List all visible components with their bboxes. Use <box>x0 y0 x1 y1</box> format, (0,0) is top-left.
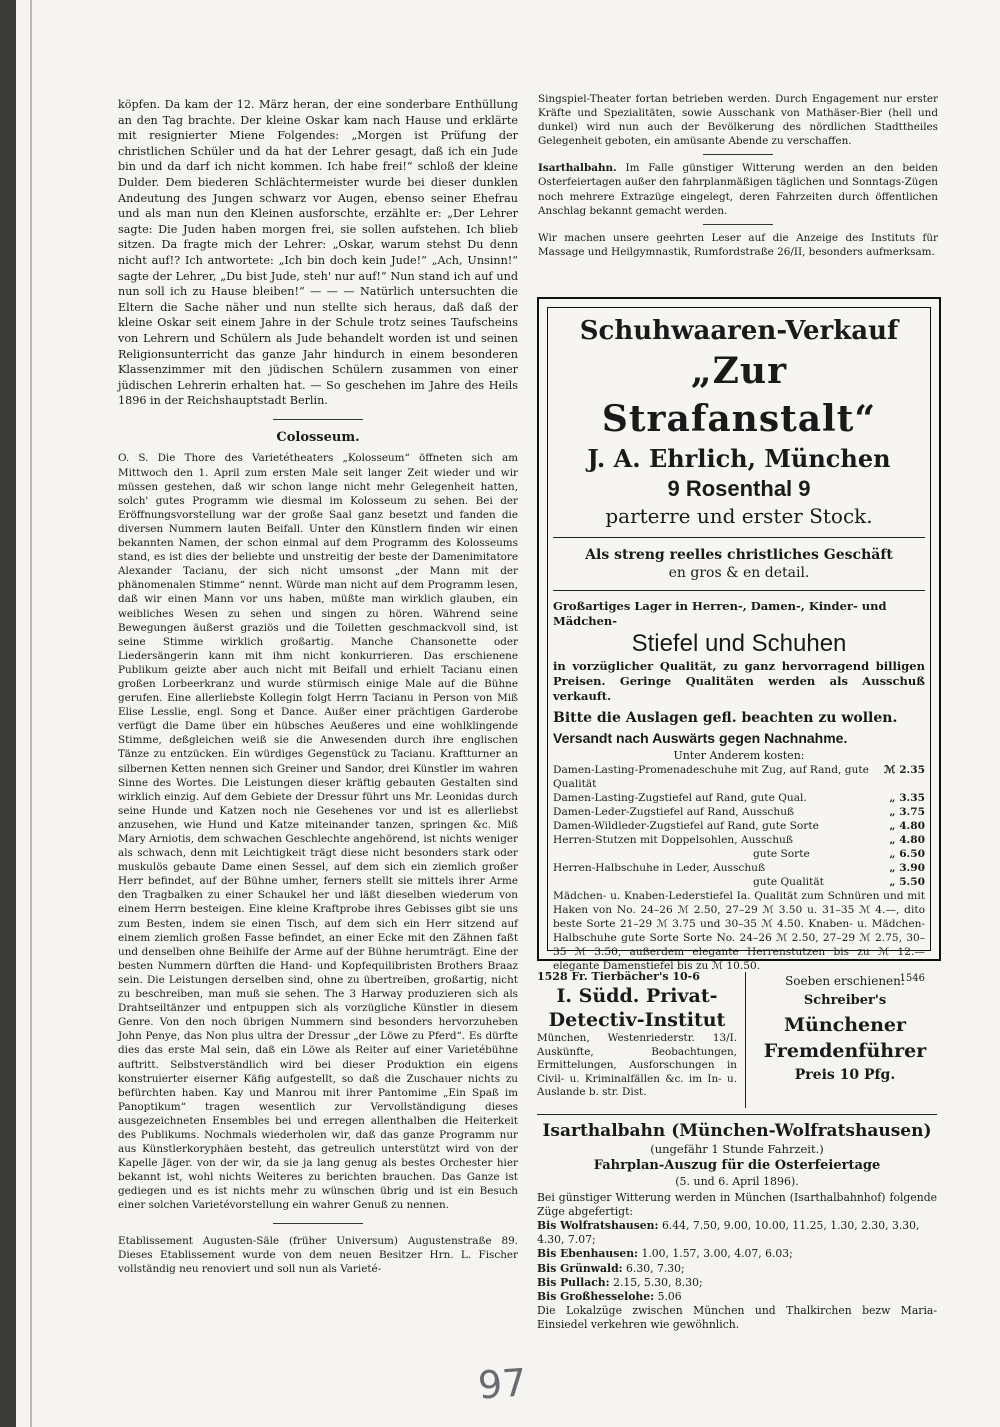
timetable-title: Isarthalbahn (München-Wolfratshausen) <box>542 1121 932 1141</box>
detective-ad-name-2: Detectiv-Institut <box>548 1009 726 1031</box>
isarthalbahn-notice <box>538 161 938 217</box>
timetable-row: Bis Grünwald: 6.30, 7.30; <box>537 1261 685 1275</box>
article-paragraph: köpfen. Da kam der 12. März heran, der eine sonderbare Enthüllung an den Tag brachte. Der kleine Oskar kam nach Hause und erklärte mit resignierter Miene Folgendes: „Morgen ist Prüfung der christlichen Schüler und da hat der Lehrer gesagt, daß ich ein Jude bin und da darf ich nicht kommen. Ich habe frei!“ schloß der kleine Dulder. Dem biederen Schlächtermeister wurde bei dieser dunklen Andeutung des Jungen schwarz vor Augen, ebenso seiner Ehefrau und als man nun den Kleinen ausforschte, erzählte er: „Der Lehrer sagte: Die Juden haben morgen frei, sie sollen aufstehen. Ich blieb sitzen. Da fragte mich der Lehrer: „Oskar, warum stehst Du denn nicht auf!? Ich antwortete: „Ich bin doch kein Jude!“ „Ach, Unsinn!“ sagte der Lehrer, „Du bist Jude, steh' nur auf!“ Nun stand ich auf und nun soll ich zu Hause bleiben!“ — — — Natürlich untersuchten die Eltern die Sache näher und nun stellte sich heraus, daß daß der kleine Oskar seit einem Jahre in der Schule trotz seines Taufscheins von Lehrern und Schülern als Jude behandelt worden ist und seinen Religionsunterricht das ganze Jahr hindurch in einem besonderen Klassenzimmer mit den jüdischen Schülern zusammen von einer jüdischen Lehrerin erhalten hat. — So geschehen im Jahre des Heils 1896 in der Reichshauptstadt Berlin. <box>118 98 518 408</box>
massage-notice: Wir machen unsere geehrten Leser auf die Anzeige des Instituts für Massage und Heilgymnastik, Rumfordstraße 26/II, besonders aufmerksam. <box>538 231 938 258</box>
guide-ad-price: Preis 10 Pfg. <box>794 1067 896 1083</box>
shoe-ad-request: Bitte die Auslagen gefl. beachten zu wollen. <box>553 710 898 726</box>
timetable-row: Bis Ebenhausen: 1.00, 1.57, 3.00, 4.07, 6.03; <box>537 1247 793 1261</box>
singspiel-notice: Singspiel-Theater fortan betrieben werden. Durch Engagement nur erster Kräfte und Spezialitäten, sowie Ausschank von Mathäser-Bier (hell und dunkel) wird nun auch der Bevölkerung des nördlichen Stadttheiles Gelegenheit geboten, ein amüsante Abende zu verschaffen. <box>538 93 938 148</box>
price-row: Herren-Stutzen mit Doppelsohlen, Ausschuß „ 4.80 <box>553 834 925 846</box>
shoe-ad-closing-text: Mädchen- u. Knaben-Lederstiefel Ia. Qualität zum Schnüren und mit Haken von No. 24–26 ℳ 2.50, 27–29 ℳ 3.50 u. 31–35 ℳ 4.—, dito beste Sorte 21–29 ℳ 3.75 und 30–35 ℳ 4.50. Knaben- u. Mädchen-Halbschuhe gute Sorte Sorte No. 24–26 ℳ 2.50, 27–29 ℳ 2.75, 30–35 ℳ 3.50, außerdem elegante Herrenstutzen bis zu ℳ 12.— elegante Damenstiefel bis zu ℳ 10.50. <box>553 890 925 972</box>
detective-advertisement <box>537 970 737 1108</box>
ad-vertical-divider <box>745 972 746 1108</box>
shoe-ad-quality-text: in vorzüglicher Qualität, zu ganz hervorragend billigen Preisen. Geringe Qualitäten werden als Ausschuß verkauft. <box>553 659 925 703</box>
price-row: Damen-Lasting-Promenadeschuhe mit Zug, auf Rand, gute Qualität ℳ 2.35 <box>553 764 925 790</box>
ad-horizontal-divider <box>537 1114 937 1115</box>
timetable-row: Bis Großhesselohe: 5.06 <box>537 1290 682 1304</box>
guide-advertisement <box>752 972 938 1108</box>
timetable-row: Bis Wolfratshausen: 6.44, 7.50, 9.00, 10.00, 11.25, 1.30, 2.30, 3.30, 4.30, 7.07; <box>537 1219 920 1247</box>
separator <box>703 224 773 225</box>
guide-ad-publisher: Schreiber's <box>803 993 887 1008</box>
timetable-subtitle: (ungefähr 1 Stunde Fahrzeit.) <box>650 1142 824 1156</box>
price-row: gute Qualität „ 5.50 <box>753 876 925 888</box>
separator <box>273 419 363 420</box>
isarthalbahn-text: Im Falle günstiger Witterung werden an den beiden Osterfeiertagen außer den fahrplanmäßigen täglichen und Sonntags-Zügen noch mehrere Extrazüge eingelegt, deren Fahrzeiten durch öffentlichen Anschlag bekannt gemacht werden. <box>538 162 938 217</box>
guide-ad-title-2: Fremdenführer <box>763 1040 927 1062</box>
colosseum-heading: Colosseum. <box>276 429 360 445</box>
shoe-ad-trade: en gros & en detail. <box>668 565 810 581</box>
shoe-ad-owner: J. A. Ehrlich, München <box>587 444 891 473</box>
shoe-ad-headline: Schuhwaaren-Verkauf <box>579 316 899 346</box>
timetable-dates: (5. und 6. April 1896). <box>675 1175 799 1188</box>
separator <box>273 1223 363 1224</box>
page-fold-line <box>30 0 32 1427</box>
shoe-ad-shipping: Versandt nach Auswärts gegen Nachnahme. <box>553 730 848 746</box>
handwritten-page-number: 97 <box>476 1360 528 1408</box>
timetable-heading: Fahrplan-Auszug für die Osterfeiertage <box>593 1158 881 1173</box>
shoe-ad-store-name: „Zur Strafanstalt“ <box>601 350 877 440</box>
shoe-ad-number: 1546 <box>899 973 925 984</box>
scan-edge <box>0 0 16 1427</box>
shoe-ad-business-line: Als streng reelles christliches Geschäft <box>585 547 893 563</box>
separator <box>703 154 773 155</box>
guide-ad-title-1: Münchener <box>783 1014 907 1036</box>
shoe-ad-address: 9 Rosenthal 9 <box>667 476 811 501</box>
shoe-ad-price-list <box>553 763 925 889</box>
timetable-intro: Bei günstiger Witterung werden in München (Isarthalbahnhof) folgende Züge abgefertigt: <box>537 1191 937 1218</box>
detective-ad-text: München, Westenriederstr. 13/I. Auskünfte, Beobachtungen, Ermittelungen, Ausforschungen in Civil- u. Kriminalfällen &c. im In- u. Auslande b. str. Dist. <box>537 1032 737 1098</box>
timetable-rows <box>537 1219 937 1304</box>
price-row: Damen-Wildleder-Zugstiefel auf Rand, gute Sorte „ 4.80 <box>553 820 925 832</box>
shoe-ad-prices-intro: Unter Anderem kosten: <box>673 749 805 762</box>
right-column-notices <box>538 92 938 261</box>
left-column <box>118 97 518 1278</box>
etablissement-article: Etablissement Augusten-Säle (früher Universum) Augustenstraße 89. Dieses Etablissement wurde von dem neuen Besitzer Hrn. L. Fischer vollständig neu renoviert und soll nun als Varieté- <box>118 1234 518 1275</box>
ad-divider <box>553 537 925 538</box>
price-row: Herren-Halbschuhe in Leder, Ausschuß „ 3.90 <box>553 862 925 874</box>
price-row: Damen-Lasting-Zugstiefel auf Rand, gute Qual. „ 3.35 <box>553 792 925 804</box>
price-row: Damen-Leder-Zugstiefel auf Rand, Ausschuß „ 3.75 <box>553 806 925 818</box>
price-row: gute Sorte „ 6.50 <box>753 848 925 860</box>
ad-divider <box>553 590 925 591</box>
shoe-ad-floors: parterre und erster Stock. <box>605 504 873 528</box>
timetable-advertisement <box>537 1120 937 1332</box>
isarthalbahn-lead: Isarthalbahn. <box>538 162 617 175</box>
guide-ad-intro: Soeben erschienen: <box>785 974 905 988</box>
detective-ad-ref: 1528 Fr. Tierbächer's 10-6 <box>537 970 700 983</box>
shoe-ad-stock-line: Großartiges Lager in Herren-, Damen-, Kinder- und Mädchen- <box>553 599 887 628</box>
shoe-ad-product: Stiefel und Schuhen <box>631 630 847 657</box>
detective-ad-name-1: I. Südd. Privat- <box>556 985 718 1007</box>
timetable-row: Bis Pullach: 2.15, 5.30, 8.30; <box>537 1275 703 1289</box>
colosseum-article: O. S. Die Thore des Varietétheaters „Kolosseum“ öffneten sich am Mittwoch den 1. April zum ersten Male seit langer Zeit wieder und wir müssen gestehen, daß wir schon lange nicht mehr Gelegenheit hatten, solch' gutes Programm wie diesmal im Kolosseum zu sehen. Bei der Eröffnungsvorstellung war der große Saal ganz besetzt und fanden die diversen Nummern lauten Beifall. Unter den Künstlern finden wir einen bekannten Namen, der schon einmal auf dem Programm des Kolosseums stand, es ist dies der beliebte und unstreitig der beste der Damenimitatore Alexander Tacianu, der sich nicht umsonst „der Mann mit der phänomenalen Stimme“ nennt. Würde man nicht auf dem Programm lesen, daß wir einen Mann vor uns haben, müßte man wirklich glauben, ein weibliches Wesen zu sehen und singen zu hören. Während seine Bewegungen äußerst graziös und die Toiletten geschmackvoll sind, ist seine Stimme wirklich großartig. Manche Chansonette oder Liedersängerin kann mit ihm nicht konkurrieren. Das erschienene Publikum geizte aber auch nicht mit Beifall und erhielt Tacianu einen großen Lorbeerkranz und wurde stürmisch einige Male auf die Bühne gerufen. Eine allerliebste Kollegin folgt Herrn Tacianu in Person von Miß Elise Lesslie, engl. Song et Dance. Außer einer prächtigen Garderobe verfügt die Dame über ein hübsches Aeußeres und eine wohlklingende Stimme, deßgleichen weiß sie die Anwesenden durch ihre englischen Tänze zu entzücken. Ein würdiges Gegenstück zu Tacianu. Kraftturner an silbernen Ketten nennen sich Greiner und Sandor, drei Künstler im wahren Sinne des Wortes. Die Leistungen dieser kräftig gebauten Gestalten sind wirklich einzig. Auf dem Gebiete der Dressur führt uns Mr. Leonidas durch seine Hunde und Katzen noch nie Gesehenes vor und ist es allerliebst anzusehen, wie Hund und Katze miteinander tanzen, springen &c. Miß Mary Arniotis, dem schwachen Geschlechte angehörend, ist nichts weniger als schwach, denn mit Leichtigkeit trägt diese nicht besonders stark oder muskulös gebaute Dame einen Sessel, auf dem sich ein ziemlich großer Herr befindet, auf der Bühne umher, ferners stellt sie mittels ihrer Arme den Tragbalken zu einer Schaukel her und läßt dieselben wiederum von einem Herrn besteigen. Eine kleine Kraftprobe ihres Gebisses gibt sie uns zum Besten, indem sie einen Tisch, auf dem sich ein Herr sitzend auf einem ziemlich großen Fasse befindet, an einer Ecke mit den Zähnen faßt und denselben ohne Beihilfe der Arme auf der Bühne herumträgt. Eine der besten Nummern dürften die Hand- und Kopfequilibristen Brothers Braaz sein. Die Leistungen derselben sind, ohne zu übertreiben, großartig, nicht zu beschreiben, man muß sie sehen. The 3 Harway produzieren sich als Drahtseiltänzer und entpuppen sich als vorzügliche Künstler in diesem Genre. Von den noch übrigen Nummern sind besonders hervorzuheben John Penye, das Non plus ultra der Dressur „der Löwe zu Pferd“. Es dürfte dies das erste Mal sein, daß ein Löwe als Reiter auf einer Varietébühne auftritt. Selbstverständlich wird bei dieser Produktion ein eigens konstruierter eiserner Käfig aufgestellt, so daß die Zuschauer nichts zu befürchten haben. Kay und Manrou mit ihrer Pantomime „Ein Spaß im Panoptikum“ tragen wesentlich zur Vervollständigung dieses ausgezeichneten Ensembles bei und erregen allenthalben die Heiterkeit des Publikums. Nochmals wiederholen wir, daß das ganze Programm nur aus Künstlerkoryphäen besteht, das getreulich unterstützt wird von der Kapelle Jäger. von der wir, da sie ja lang genug als bestes Orchester hier bekannt ist, wohl nichts Weiteres zu berichten brauchen. Das Ganze ist gediegen und es ist nichts mehr zu wünschen übrig und ist ein Besuch einer solchen Varietévorstellung ein wahrer Genuß zu nennen. <box>118 452 518 1212</box>
timetable-footer: Die Lokalzüge zwischen München und Thalkirchen bezw Maria-Einsiedel verkehren wie gewöhnlich. <box>537 1304 937 1332</box>
